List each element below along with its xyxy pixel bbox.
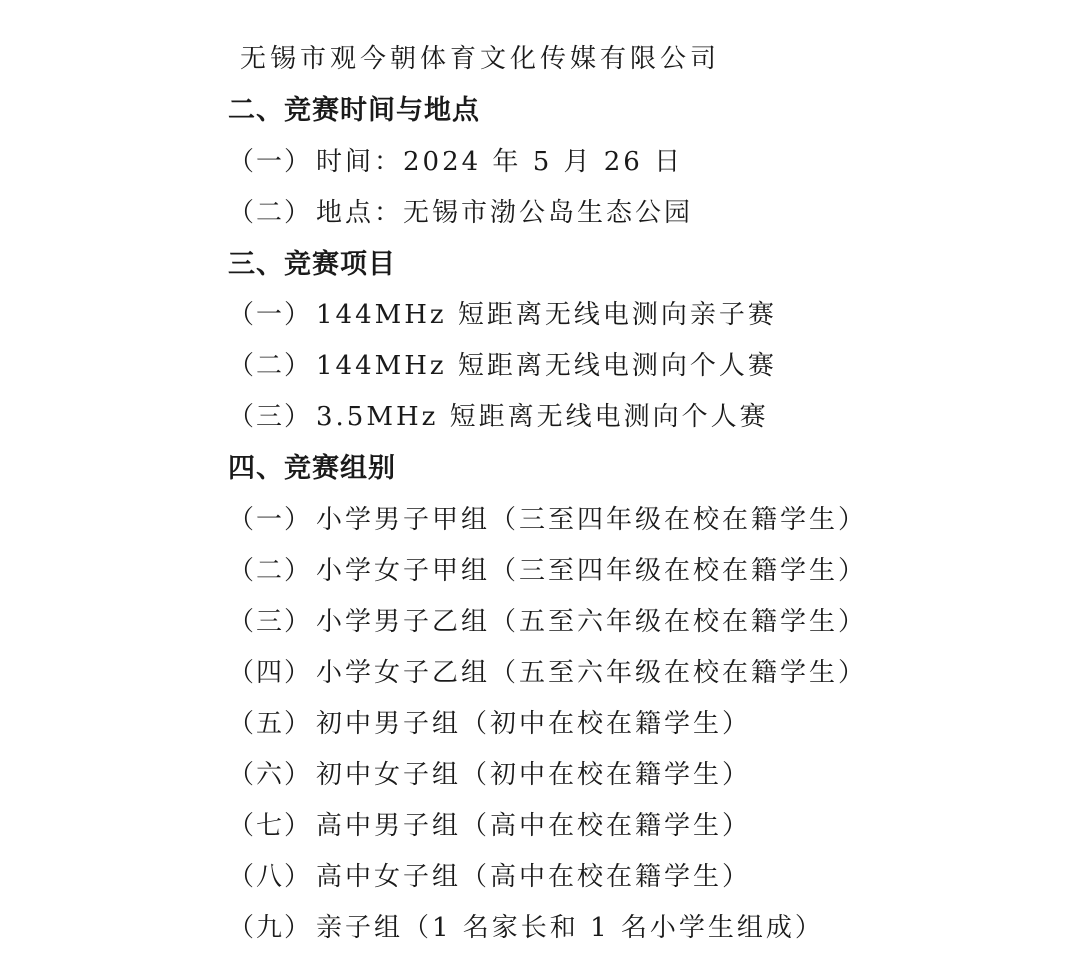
item-text: 3.5MHz 短距离无线电测向个人赛	[316, 402, 769, 432]
item-text: 高中女子组（高中在校在籍学生）	[316, 862, 752, 892]
list-item	[228, 137, 683, 188]
organizer-name: 无锡市观今朝体育文化传媒有限公司	[240, 44, 721, 74]
item-text: 小学女子甲组（三至四年级在校在籍学生）	[316, 556, 868, 586]
item-number: （三）	[228, 607, 313, 637]
item-number: （七）	[228, 811, 313, 841]
section-heading-groups: 四、竞赛组别	[228, 453, 396, 484]
list-item	[228, 801, 751, 852]
list-item	[228, 495, 867, 546]
item-number: （一）	[228, 147, 313, 177]
list-item	[228, 188, 693, 239]
item-text: 初中女子组（初中在校在籍学生）	[316, 760, 752, 790]
list-item	[228, 750, 751, 801]
item-number: （一）	[228, 300, 313, 330]
list-item	[228, 290, 777, 341]
list-item	[228, 699, 751, 750]
item-text: 小学男子乙组（五至六年级在校在籍学生）	[316, 607, 868, 637]
item-number: （二）	[228, 351, 313, 381]
item-number: （四）	[228, 658, 313, 688]
item-text: 144MHz 短距离无线电测向亲子赛	[316, 300, 777, 330]
item-text: 144MHz 短距离无线电测向个人赛	[316, 351, 777, 381]
list-item	[228, 903, 824, 954]
item-text: 亲子组（1 名家长和 1 名小学生组成）	[316, 913, 824, 943]
item-text: 小学男子甲组（三至四年级在校在籍学生）	[316, 505, 868, 535]
item-number: （一）	[228, 505, 313, 535]
list-item	[228, 546, 867, 597]
section-heading-events: 三、竞赛项目	[228, 249, 396, 280]
item-number: （九）	[228, 913, 313, 943]
list-item	[228, 341, 777, 392]
item-number: （二）	[228, 198, 313, 228]
item-text: 高中男子组（高中在校在籍学生）	[316, 811, 752, 841]
item-number: （八）	[228, 862, 313, 892]
section-heading-time-location: 二、竞赛时间与地点	[228, 95, 480, 126]
item-number: （五）	[228, 709, 313, 739]
item-text: 时间：2024 年 5 月 26 日	[316, 147, 684, 177]
item-text: 地点：无锡市渤公岛生态公园	[316, 198, 694, 228]
list-item	[228, 852, 751, 903]
list-item	[228, 648, 867, 699]
item-number: （二）	[228, 556, 313, 586]
item-number: （六）	[228, 760, 313, 790]
item-text: 小学女子乙组（五至六年级在校在籍学生）	[316, 658, 868, 688]
list-item	[228, 597, 867, 648]
item-number: （三）	[228, 402, 313, 432]
list-item	[228, 392, 769, 443]
item-text: 初中男子组（初中在校在籍学生）	[316, 709, 752, 739]
